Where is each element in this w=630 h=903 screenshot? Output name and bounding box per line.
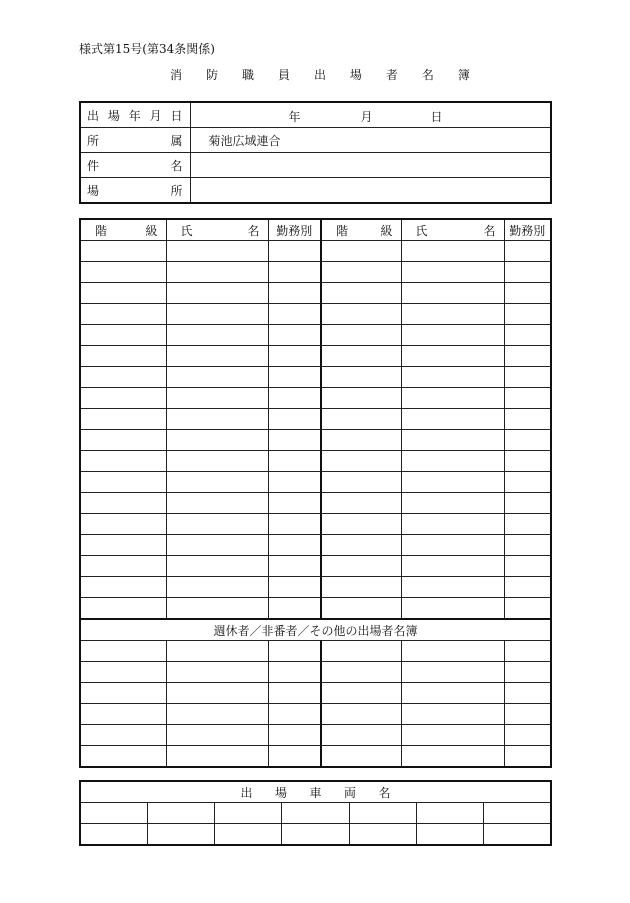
roster-cell[interactable]	[321, 472, 401, 493]
duty-header: 勤務別	[504, 219, 551, 241]
roster-row	[80, 704, 551, 725]
vehicle-row	[80, 824, 551, 846]
roster-cell[interactable]	[80, 283, 166, 304]
roster-row	[80, 367, 551, 388]
roster-cell[interactable]	[321, 430, 401, 451]
year-unit: 年	[288, 110, 301, 124]
roster-cell[interactable]	[80, 662, 166, 683]
roster-cell[interactable]	[268, 241, 321, 262]
roster-cell[interactable]	[166, 514, 268, 535]
roster-cell[interactable]	[321, 262, 401, 283]
title-char: 消	[170, 68, 183, 82]
roster-cell[interactable]	[80, 325, 166, 346]
roster-cell[interactable]	[166, 409, 268, 430]
roster-cell[interactable]	[80, 262, 166, 283]
roster-row	[80, 241, 551, 262]
roster-row	[80, 430, 551, 451]
roster-cell[interactable]	[321, 725, 401, 746]
affiliation-field[interactable]: 菊池広域連合	[190, 128, 551, 153]
rank-header: 階 級	[80, 219, 166, 241]
month-unit: 月	[360, 110, 373, 124]
roster-cell[interactable]	[166, 493, 268, 514]
roster-row	[80, 746, 551, 768]
roster-row	[80, 662, 551, 683]
roster-cell[interactable]	[268, 725, 321, 746]
affiliation-row	[80, 128, 551, 153]
roster-cell[interactable]	[401, 641, 504, 662]
document-title	[170, 66, 470, 83]
roster-cell[interactable]	[268, 367, 321, 388]
roster-cell[interactable]	[80, 304, 166, 325]
vehicle-cell[interactable]	[147, 803, 214, 824]
vehicle-cell[interactable]	[215, 803, 282, 824]
roster-cell[interactable]	[80, 367, 166, 388]
roster-cell[interactable]	[321, 598, 401, 620]
roster-cell[interactable]	[166, 662, 268, 683]
roster-cell[interactable]	[504, 577, 551, 598]
roster-cell[interactable]	[80, 683, 166, 704]
roster-cell[interactable]	[321, 535, 401, 556]
header-table	[79, 101, 552, 204]
roster-cell[interactable]	[504, 746, 551, 768]
roster-cell[interactable]	[80, 725, 166, 746]
roster-cell[interactable]	[80, 451, 166, 472]
roster-cell[interactable]	[166, 577, 268, 598]
roster-cell[interactable]	[321, 641, 401, 662]
roster-row	[80, 641, 551, 662]
day-unit: 日	[430, 110, 443, 124]
roster-cell[interactable]	[166, 367, 268, 388]
roster-cell[interactable]	[80, 598, 166, 620]
vehicle-cell[interactable]	[349, 803, 416, 824]
roster-cell[interactable]	[80, 388, 166, 409]
off-duty-title-row	[80, 619, 551, 641]
roster-cell[interactable]	[321, 325, 401, 346]
roster-cell[interactable]	[80, 472, 166, 493]
roster-cell[interactable]	[321, 704, 401, 725]
roster-row	[80, 725, 551, 746]
title-char: 防	[205, 68, 218, 82]
title-char: 名	[421, 68, 434, 82]
roster-cell[interactable]	[321, 493, 401, 514]
case-label: 件 名	[80, 153, 190, 178]
roster-cell[interactable]	[268, 388, 321, 409]
vehicle-cell[interactable]	[80, 803, 147, 824]
title-char: 者	[385, 68, 398, 82]
roster-cell[interactable]	[268, 662, 321, 683]
date-label: 出 場 年 月 日	[80, 102, 190, 128]
roster-cell[interactable]	[166, 598, 268, 620]
vehicle-cell[interactable]	[282, 803, 349, 824]
roster-row	[80, 556, 551, 577]
roster-cell[interactable]	[321, 409, 401, 430]
roster-cell[interactable]	[80, 493, 166, 514]
date-row	[80, 102, 551, 128]
roster-cell[interactable]	[504, 409, 551, 430]
affiliation-label: 所 属	[80, 128, 190, 153]
roster-cell[interactable]	[80, 514, 166, 535]
vehicle-cell[interactable]	[484, 824, 551, 846]
roster-cell[interactable]	[504, 388, 551, 409]
roster-row	[80, 577, 551, 598]
roster-cell[interactable]	[401, 325, 504, 346]
title-char: 員	[277, 68, 290, 82]
roster-cell[interactable]	[80, 641, 166, 662]
vehicle-cell[interactable]	[349, 824, 416, 846]
roster-cell[interactable]	[321, 304, 401, 325]
roster-cell[interactable]	[504, 262, 551, 283]
roster-row	[80, 325, 551, 346]
roster-cell[interactable]	[166, 725, 268, 746]
vehicle-title: 出 場 車 両 名	[80, 781, 551, 803]
case-row	[80, 153, 551, 178]
roster-cell[interactable]	[80, 556, 166, 577]
roster-cell[interactable]	[268, 641, 321, 662]
roster-cell[interactable]	[321, 662, 401, 683]
roster-cell[interactable]	[504, 241, 551, 262]
vehicle-row	[80, 803, 551, 824]
roster-cell[interactable]	[504, 493, 551, 514]
roster-cell[interactable]	[504, 472, 551, 493]
roster-cell[interactable]	[80, 241, 166, 262]
roster-cell[interactable]	[268, 598, 321, 620]
roster-cell[interactable]	[401, 430, 504, 451]
roster-cell[interactable]	[401, 304, 504, 325]
roster-row	[80, 262, 551, 283]
roster-cell[interactable]	[401, 451, 504, 472]
roster-cell[interactable]	[321, 577, 401, 598]
roster-cell[interactable]	[166, 556, 268, 577]
roster-cell[interactable]	[504, 514, 551, 535]
roster-cell[interactable]	[80, 409, 166, 430]
roster-cell[interactable]	[268, 514, 321, 535]
roster-row	[80, 388, 551, 409]
roster-cell[interactable]	[504, 346, 551, 367]
roster-cell[interactable]	[504, 430, 551, 451]
duty-header: 勤務別	[268, 219, 321, 241]
vehicle-cell[interactable]	[416, 824, 483, 846]
vehicle-cell[interactable]	[80, 824, 147, 846]
roster-cell[interactable]	[268, 472, 321, 493]
roster-cell[interactable]	[166, 641, 268, 662]
roster-table	[79, 218, 552, 768]
roster-cell[interactable]	[401, 577, 504, 598]
roster-cell[interactable]	[321, 346, 401, 367]
vehicle-cell[interactable]	[215, 824, 282, 846]
roster-cell[interactable]	[268, 493, 321, 514]
roster-cell[interactable]	[268, 535, 321, 556]
roster-row	[80, 493, 551, 514]
roster-cell[interactable]	[504, 325, 551, 346]
off-duty-title: 週休者／非番者／その他の出場者名簿	[80, 619, 551, 641]
roster-cell[interactable]	[401, 535, 504, 556]
roster-cell[interactable]	[166, 283, 268, 304]
roster-cell[interactable]	[504, 283, 551, 304]
roster-cell[interactable]	[504, 451, 551, 472]
roster-cell[interactable]	[268, 283, 321, 304]
roster-row	[80, 514, 551, 535]
roster-cell[interactable]	[268, 325, 321, 346]
roster-cell[interactable]	[504, 641, 551, 662]
roster-cell[interactable]	[401, 367, 504, 388]
roster-cell[interactable]	[401, 472, 504, 493]
roster-cell[interactable]	[321, 556, 401, 577]
roster-cell[interactable]	[268, 430, 321, 451]
roster-row	[80, 683, 551, 704]
roster-cell[interactable]	[80, 430, 166, 451]
roster-cell[interactable]	[401, 598, 504, 620]
vehicle-cell[interactable]	[484, 803, 551, 824]
roster-cell[interactable]	[504, 304, 551, 325]
roster-cell[interactable]	[166, 262, 268, 283]
roster-cell[interactable]	[321, 683, 401, 704]
roster-cell[interactable]	[401, 241, 504, 262]
form-number: 様式第15号(第34条関係)	[79, 42, 215, 56]
roster-row	[80, 346, 551, 367]
roster-cell[interactable]	[80, 577, 166, 598]
roster-cell[interactable]	[504, 662, 551, 683]
roster-cell[interactable]	[321, 746, 401, 768]
roster-cell[interactable]	[401, 704, 504, 725]
roster-cell[interactable]	[166, 535, 268, 556]
name-header: 氏 名	[166, 219, 268, 241]
roster-cell[interactable]	[321, 514, 401, 535]
roster-header-row	[80, 219, 551, 241]
roster-cell[interactable]	[80, 746, 166, 768]
roster-cell[interactable]	[401, 746, 504, 768]
roster-cell[interactable]	[268, 704, 321, 725]
roster-row	[80, 535, 551, 556]
roster-cell[interactable]	[401, 283, 504, 304]
roster-cell[interactable]	[321, 283, 401, 304]
roster-cell[interactable]	[268, 746, 321, 768]
title-char: 職	[241, 68, 254, 82]
roster-cell[interactable]	[268, 346, 321, 367]
roster-cell[interactable]	[401, 514, 504, 535]
case-field[interactable]	[190, 153, 551, 178]
roster-cell[interactable]	[504, 598, 551, 620]
place-field[interactable]	[190, 178, 551, 204]
roster-cell[interactable]	[504, 704, 551, 725]
roster-row	[80, 283, 551, 304]
roster-cell[interactable]	[321, 241, 401, 262]
roster-cell[interactable]	[504, 683, 551, 704]
roster-row	[80, 409, 551, 430]
roster-cell[interactable]	[401, 262, 504, 283]
title-char: 場	[349, 68, 362, 82]
roster-cell[interactable]	[268, 451, 321, 472]
name-header: 氏 名	[401, 219, 504, 241]
roster-cell[interactable]	[166, 304, 268, 325]
vehicle-cell[interactable]	[147, 824, 214, 846]
title-char: 出	[313, 68, 326, 82]
roster-cell[interactable]	[401, 725, 504, 746]
roster-cell[interactable]	[166, 451, 268, 472]
roster-cell[interactable]	[268, 409, 321, 430]
roster-cell[interactable]	[166, 683, 268, 704]
roster-cell[interactable]	[504, 367, 551, 388]
roster-cell[interactable]	[80, 535, 166, 556]
rank-header: 階 級	[321, 219, 401, 241]
roster-cell[interactable]	[401, 388, 504, 409]
roster-cell[interactable]	[268, 304, 321, 325]
roster-cell[interactable]	[166, 346, 268, 367]
roster-cell[interactable]	[401, 556, 504, 577]
roster-cell[interactable]	[401, 683, 504, 704]
place-row	[80, 178, 551, 204]
roster-cell[interactable]	[268, 577, 321, 598]
roster-cell[interactable]	[166, 704, 268, 725]
roster-cell[interactable]	[166, 325, 268, 346]
roster-row	[80, 451, 551, 472]
roster-row	[80, 598, 551, 620]
roster-row	[80, 304, 551, 325]
roster-cell[interactable]	[504, 535, 551, 556]
roster-cell[interactable]	[401, 346, 504, 367]
roster-cell[interactable]	[166, 430, 268, 451]
vehicle-cell[interactable]	[282, 824, 349, 846]
roster-cell[interactable]	[401, 409, 504, 430]
roster-cell[interactable]	[504, 725, 551, 746]
roster-cell[interactable]	[321, 451, 401, 472]
date-field[interactable]	[190, 102, 551, 128]
roster-cell[interactable]	[80, 704, 166, 725]
roster-cell[interactable]	[268, 683, 321, 704]
vehicle-cell[interactable]	[416, 803, 483, 824]
roster-cell[interactable]	[268, 556, 321, 577]
roster-row	[80, 472, 551, 493]
roster-cell[interactable]	[401, 493, 504, 514]
roster-cell[interactable]	[166, 241, 268, 262]
roster-cell[interactable]	[504, 556, 551, 577]
vehicle-title-row	[80, 781, 551, 803]
vehicle-table	[79, 780, 552, 846]
roster-cell[interactable]	[166, 472, 268, 493]
title-char: 簿	[457, 68, 470, 82]
roster-cell[interactable]	[321, 388, 401, 409]
roster-cell[interactable]	[401, 662, 504, 683]
roster-cell[interactable]	[80, 346, 166, 367]
roster-cell[interactable]	[268, 262, 321, 283]
roster-cell[interactable]	[321, 367, 401, 388]
place-label: 場 所	[80, 178, 190, 204]
roster-cell[interactable]	[166, 388, 268, 409]
roster-cell[interactable]	[166, 746, 268, 768]
